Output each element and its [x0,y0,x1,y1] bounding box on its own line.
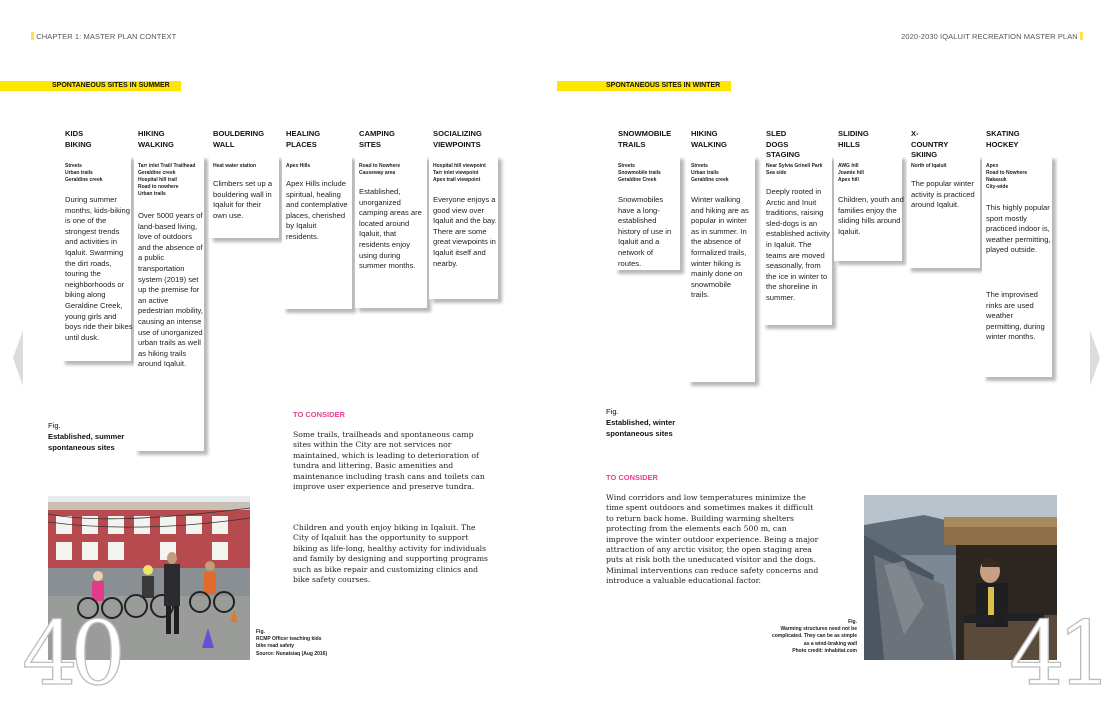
photo-caption-left: Fig. RCMP Officer teaching kids bike road safety Source: Nunatsiaq (Aug 2016) [256,629,328,657]
figure-label: Fig. [48,421,61,430]
to-consider-paragraph-1: Some trails, trailheads and spontaneous camp sites within the City are not services nor maintained, which is leading to deterioration of tundra and littering. Basic amenities and maintenance including trash cans and toilets can improve user experience and preserve tundra. [293,430,485,492]
column-title: SLIDING HILLS [838,129,869,149]
chevron-left-icon[interactable] [13,330,23,386]
column-description: Apex Hills include spiritual, healing and contemplative places, cherished by Iqaluit residents. [286,179,348,241]
column-location-tags: AWG hill Joamie hill Apex hill [838,163,864,183]
photo-caption-right: Fig. Warming structures need not be complicated. They can be as simple as a wind-braking wall Photo credit: inhabitat.com [771,619,857,654]
running-head-marker [31,32,34,40]
running-head-left [31,32,176,41]
column-card [907,155,980,268]
column-location-tags: Streets Snowmobile trails Geraldine Creek [618,163,661,183]
to-consider-paragraph: Wind corridors and low temperatures minimize the time spent outdoors and sometimes makes it difficult to return back home. Building warming shelters protecting from the elements each 500 m, can improve the winter outdoor experience. Being a major attraction of any arctic visitor, the open staging area puts at risk both the uneducated visitor and the dogs. Minimal interventions can reduce safety concerns and introduce a valuable educational factor. [606,493,819,586]
column-location-tags: Apex Hills [286,163,311,169]
column-description: During summer months, kids-biking is one of the strongest trends and activities in Iqaluit. Swarming the dirt roads, touring the neighborhoods or biking along Geraldine Creek, young girls and boys ride their bikes until dusk. [65,195,133,342]
column-title: BOULDERING WALL [213,129,265,149]
column-description: Winter walking and hiking are as popular in winter as in summer. In the absence of formalized trails, winter hiking is mainly done on snowmobile trails. [691,195,749,300]
column-location-tags: Heat water station [213,163,257,169]
left-page [0,0,556,720]
column-title: SKATING HOCKEY [986,129,1020,149]
page-number-right: 41 [1009,602,1105,705]
column-title: HIKING WALKING [691,129,727,149]
to-consider-heading: TO CONSIDER [293,410,345,419]
column-description: Climbers set up a bouldering wall in Iqaluit for their own use. [213,179,273,220]
chevron-right-icon[interactable] [1090,330,1100,386]
column-title: X-COUNTRY SKIING [911,129,949,159]
column-title: HIKING WALKING [138,129,174,149]
page-number-left: 40 [22,602,118,705]
running-head-marker [1080,32,1083,40]
column-description: Established, unorganized camping areas are located around Iqaluit, that residents enjoy using during summer months. [359,187,422,271]
section-title-summer: SPONTANEOUS SITES IN SUMMER [0,81,181,91]
column-title: HEALING PLACES [286,129,321,149]
column-description-secondary: The improvised rinks are used weather permitting, during winter months. [986,290,1045,342]
to-consider-heading: TO CONSIDER [606,473,658,482]
column-location-tags: Streets Urban trails Geraldine creek [691,163,729,183]
column-location-tags: Near Sylvia Grinell Park Sea side [766,163,823,176]
section-title-winter: SPONTANEOUS SITES IN WINTER [557,81,731,91]
column-description: Snowmobiles have a long-established history of use in Iqaluit and a network of routes. [618,195,672,268]
column-location-tags: Streets Urban trails Geraldine creek [65,163,103,183]
running-head-right [901,32,1083,41]
column-description: Everyone enjoys a good view over Iqaluit and the bay. There are some great viewpoints in Iqaluit itself and nearby. [433,195,497,268]
to-consider-paragraph-2: Children and youth enjoy biking in Iqaluit. The City of Iqaluit has the opportunity to support biking as life-long, healthy activity for individuals and family by designing and supporting programs such as bike repair and customizing clinics and bike safety courses. [293,523,488,585]
column-title: SNOWMOBILE TRAILS [618,129,672,149]
column-title: CAMPING SITES [359,129,395,149]
figure-caption-winter: Fig. Established, winter spontaneous sites [606,407,676,438]
column-description: The popular winter activity is practiced around Iqaluit. [911,179,975,210]
figure-caption-summer: Fig. Established, summer spontaneous sites [48,421,125,452]
column-location-tags: Tarr inlet Trail/ Trailhead Geraldine creek Hospital hill trail Road to nowhere Urban trails [138,163,196,197]
column-description: Children, youth and families enjoy the sliding hills around Iqaluit. [838,195,904,236]
running-head-text: 2020-2030 IQALUIT RECREATION MASTER PLAN [901,32,1078,41]
column-location-tags: Road to Nowhere Causeway area [359,163,401,176]
column-description: This highly popular sport mostly practiced indoor is, weather permitting, played outside. [986,203,1051,255]
column-location-tags: Apex Road to Nowhere Nakasuk City-wide [986,163,1028,190]
column-title: SLED DOGS STAGING [766,129,801,159]
column-title: KIDS BIKING [65,129,92,149]
column-location-tags: North of Iqaluit [911,163,947,169]
column-title: SOCIALIZING VIEWPOINTS [433,129,482,149]
running-head-text: CHAPTER 1: MASTER PLAN CONTEXT [36,32,177,41]
column-description: Over 5000 years of land-based living, love of outdoors and the absence of a public transportation system (2019) set up the premise for an active pedestrian mobility, causing an intense use of unorganized urban trails as well as hiking trails around Iqaluit. [138,211,203,369]
right-page [557,0,1113,720]
column-location-tags: Hospital hill viewpoint Tarr inlet viewpoint Apex trail viewpoint [433,163,486,183]
figure-label: Fig. [606,407,619,416]
column-description: Deeply rooted in Arctic and Inuit traditions, raising sled-dogs is an established activity in Iqaluit. The teams are moved seasonally, from the ice in winter to the shoreline in summer. [766,187,830,302]
